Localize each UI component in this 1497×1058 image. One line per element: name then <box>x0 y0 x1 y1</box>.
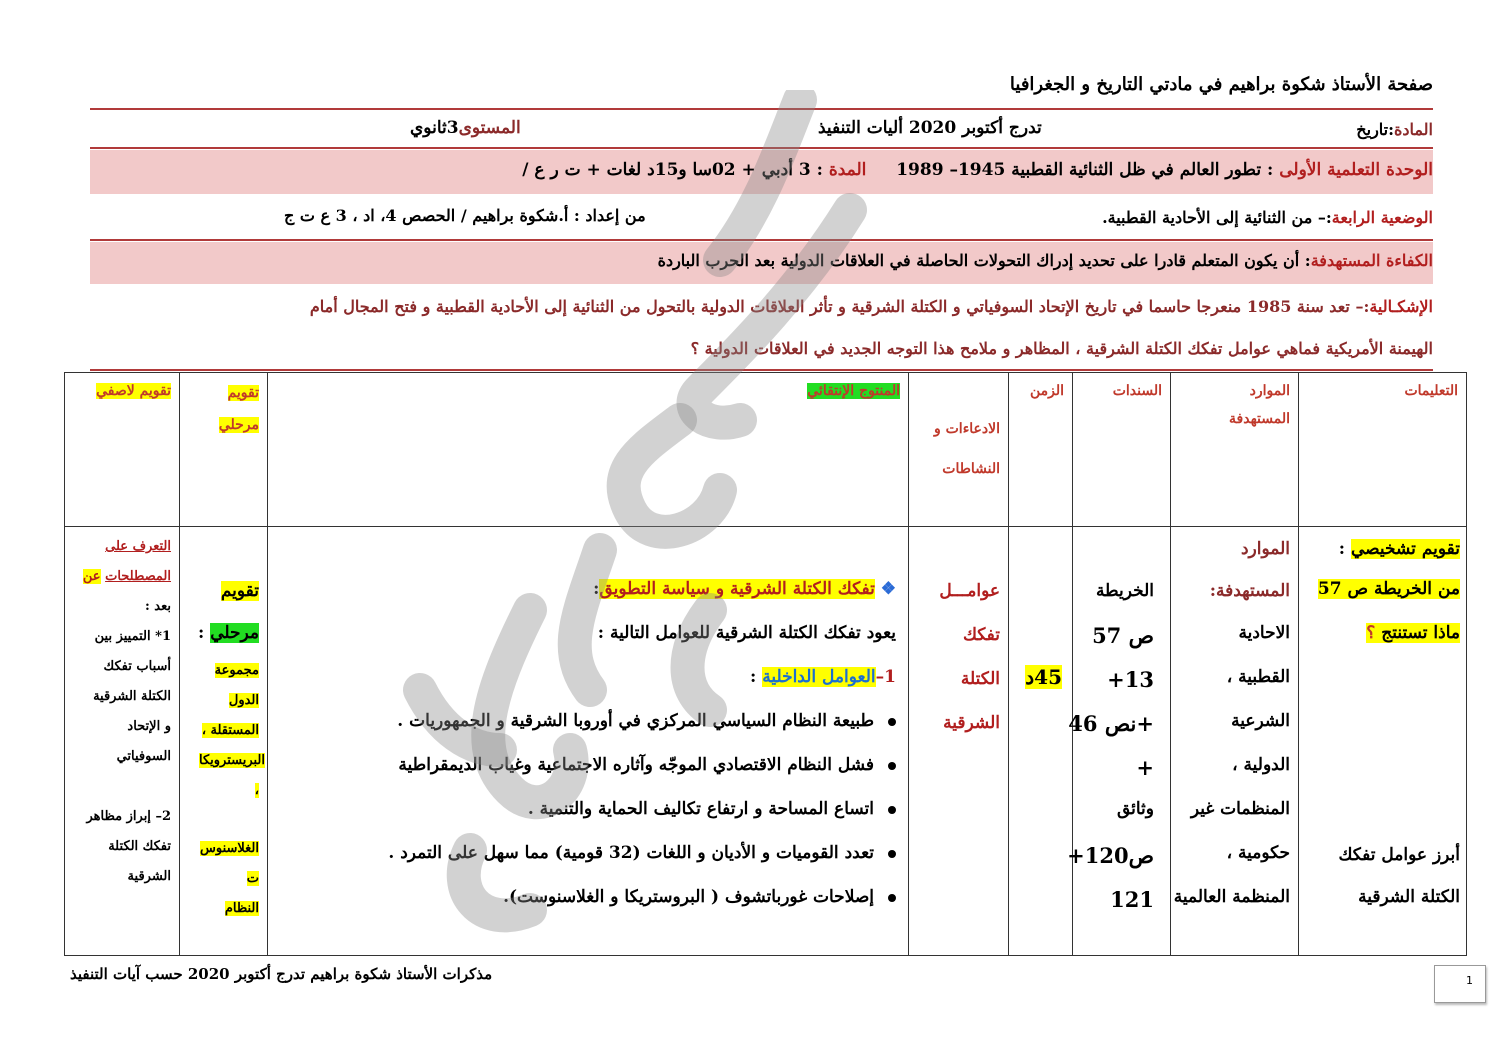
header-resources: الموارد المستهدفة <box>1171 373 1299 527</box>
cell-resources: الموارد المستهدفة: الاحادية القطبية ، الشرعية الدولية ، المنظمات غير حكومية ، المنظمة العالمية <box>1171 527 1299 956</box>
problem-line-2: الهيمنة الأمريكية فماهي عوامل تفكك الكتلة الشرقية ، المظاهر و ملامح هذا التوجه الجديد في العلاقات الدولية ؟ <box>690 339 1433 358</box>
unit-info: الوحدة التعلمية الأولى : تطور العالم في ظل الثنائية القطبية 1945– 1989 المدة : 3 أدبي + 02سا و15د لغات + ت ر ع / <box>522 160 1433 180</box>
problem-line-1: الإشكـالية:– تعد سنة 1985 منعرجا حاسما في تاريخ الإتحاد السوفياتي و الكتلة الشرقية و تأثر العلاقات الدولية بالتحول من الثنائية إلى الأحادية القطبية و فتح المجال أمام <box>309 297 1433 316</box>
divider-4 <box>90 369 1433 371</box>
header-divider <box>90 108 1433 110</box>
header-product: المنتوج الإنتقائي <box>268 373 909 527</box>
level-info: المستوى3ثانوي <box>410 118 521 138</box>
header-extra-eval: تقويم لاصفي <box>65 373 180 527</box>
cell-instructions: تقويم تشخيصي : من الخريطة ص 57 ماذا تستنتج ؟ أبرز عوامل تفكك الكتلة الشرقية <box>1299 527 1467 956</box>
bullet-icon <box>888 850 896 858</box>
competency-info: الكفاءة المستهدفة: أن يكون المتعلم قادرا على تحديد إدراك التحولات الحاصلة في العلاقات الدولية بعد الحرب الباردة <box>657 251 1433 270</box>
diamond-bullet-icon: ❖ <box>880 579 896 599</box>
page-title: صفحة الأستاذ شكوة براهيم في مادتي التاريخ و الجغرافيا <box>1009 74 1433 95</box>
cell-extra-eval: التعرف على المصطلحات عن بعد : 1* التمييز بين أسباب تفكك الكتلة الشرقية و الإتحاد السوفياتي 2– إبراز مظاهر تفكك الكتلة الشرقية <box>65 527 180 956</box>
prepared-by: من إعداد : أ.شكوة براهيم / الحصص 4، اد ، 3 ع ت ج <box>284 206 646 225</box>
bullet-icon <box>888 894 896 902</box>
cell-product: ❖ تفكك الكتلة الشرقية و سياسة التطويق: يعود تفكك الكتلة الشرقية للعوامل التالية : 1–العوامل الداخلية : طبيعة النظام السياسي المركزي في أوروبا الشرقية و الجمهوريات . فشل النظام الاقتصادي الموجّه وآثاره الاجتماعية وغياب الديمقراطية اتساع المساحة و ارتفاع تكاليف الحماية والتنمية . تعدد القوميات و الأديان و اللغات (32 قومية) مما سهل على التمرد . إصلاحات غورباتشوف ( البروستريكا و الغلاسنوست). <box>268 527 909 956</box>
bullet-icon <box>888 718 896 726</box>
cell-activities: عوامـــل تفكك الكتلة الشرقية <box>909 527 1009 956</box>
page-number: 1 <box>1434 965 1486 1003</box>
subject-info: المادة:تاريخ <box>1356 120 1433 139</box>
header-instructions: التعليمات <box>1299 373 1467 527</box>
cell-stage-eval: تقويم مرحلي : مجموعة الدول المستقلة ، البريسترويكا ، الغلاسنوس ت النظام <box>180 527 268 956</box>
situation-info: الوضعية الرابعة:– من الثنائية إلى الأحادية القطبية. <box>1102 208 1433 227</box>
footer-text: مذكرات الأستاذ شكوة براهيم تدرج أكتوبر 2020 حسب آيات التنفيذ <box>70 965 493 983</box>
header-stage-eval: تقويم مرحلي <box>180 373 268 527</box>
header-supports: السندات <box>1073 373 1171 527</box>
bullet-icon <box>888 806 896 814</box>
divider-2 <box>90 147 1433 149</box>
bullet-icon <box>888 762 896 770</box>
progression-info: تدرج أكتوبر 2020 أليات التنفيذ <box>818 118 1042 138</box>
lesson-table <box>64 372 1467 956</box>
cell-time: 45د <box>1009 527 1073 956</box>
cell-supports: الخريطة ص 57 13+ +نص 46 + وثائق ص120+ 121 <box>1073 527 1171 956</box>
header-activities: الادعاءات و النشاطات <box>909 373 1009 527</box>
divider-3 <box>90 239 1433 241</box>
header-time: الزمن <box>1009 373 1073 527</box>
